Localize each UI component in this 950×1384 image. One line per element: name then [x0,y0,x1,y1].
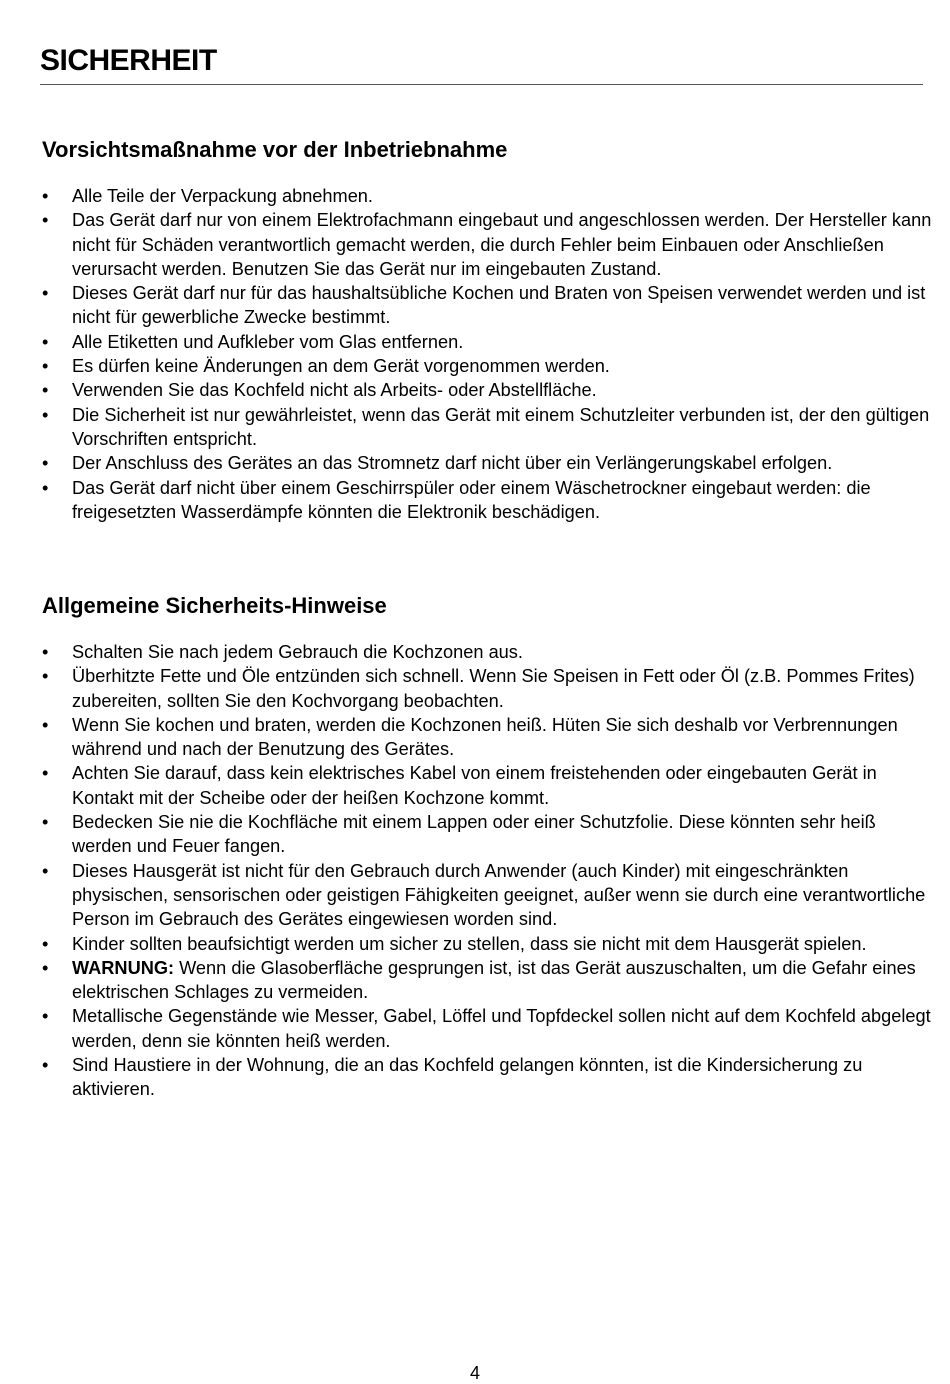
bullet-list [42,640,932,1102]
section-precautions [42,137,932,524]
warning-text: Wenn die Glasoberfläche gesprungen ist, ist das Gerät auszuschalten, um die Gefahr eines elektrischen Schlages zu vermeiden. [72,957,916,1003]
section-heading: Vorsichtsmaßnahme vor der Inbetriebnahme [42,137,508,162]
title-divider [40,84,923,85]
section-heading: Allgemeine Sicherheits-Hinweise [42,593,387,618]
list-item: • Das Gerät darf nicht über einem Geschirrspüler oder einem Wäschetrockner eingebaut werden: die freigesetzten Wasserdämpfe könnten die Elektronik beschädigen. [42,476,932,525]
bullet-list [42,184,932,524]
list-item: • Sind Haustiere in der Wohnung, die an das Kochfeld gelangen könnten, ist die Kindersicherung zu aktivieren. [42,1053,932,1102]
list-item: • Dieses Hausgerät ist nicht für den Gebrauch durch Anwender (auch Kinder) mit eingeschränkten physischen, sensorischen oder geistigen Fähigkeiten geeignet, außer wenn sie durch eine verantwortliche Person im Gebrauch des Gerätes eingewiesen worden sind. [42,859,932,932]
list-item: • Metallische Gegenstände wie Messer, Gabel, Löffel und Topfdeckel sollen nicht auf dem Kochfeld abgelegt werden, denn sie könnten heiß werden. [42,1004,932,1053]
list-item: • Schalten Sie nach jedem Gebrauch die Kochzonen aus. [42,640,932,664]
list-item: • Alle Etiketten und Aufkleber vom Glas entfernen. [42,330,932,354]
list-item: • Achten Sie darauf, dass kein elektrisches Kabel von einem freistehenden oder eingebauten Gerät in Kontakt mit der Scheibe oder der heißen Kochzone kommt. [42,761,932,810]
list-item-warning [42,956,932,1005]
list-item: • Dieses Gerät darf nur für das haushaltsübliche Kochen und Braten von Speisen verwendet werden und ist nicht für gewerbliche Zwecke bestimmt. [42,281,932,330]
list-item: • Kinder sollten beaufsichtigt werden um sicher zu stellen, dass sie nicht mit dem Hausgerät spielen. [42,932,932,956]
list-item: • Wenn Sie kochen und braten, werden die Kochzonen heiß. Hüten Sie sich deshalb vor Verbrennungen während und nach der Benutzung des Gerätes. [42,713,932,762]
page-title: SICHERHEIT [40,44,217,77]
list-item: • Der Anschluss des Gerätes an das Stromnetz darf nicht über ein Verlängerungskabel erfolgen. [42,451,932,475]
list-item: • Es dürfen keine Änderungen an dem Gerät vorgenommen werden. [42,354,932,378]
list-item: • Überhitzte Fette und Öle entzünden sich schnell. Wenn Sie Speisen in Fett oder Öl (z.B. Pommes Frites) zubereiten, sollten Sie den Kochvorgang beobachten. [42,664,932,713]
warning-label: WARNUNG: [72,957,175,978]
list-item: • Die Sicherheit ist nur gewährleistet, wenn das Gerät mit einem Schutzleiter verbunden ist, der den gültigen Vorschriften entspricht. [42,403,932,452]
section-general-safety [42,593,932,1102]
list-item: • Bedecken Sie nie die Kochfläche mit einem Lappen oder einer Schutzfolie. Diese könnten sehr heiß werden und Feuer fangen. [42,810,932,859]
page-number: 4 [469,1363,480,1383]
list-item: • Alle Teile der Verpackung abnehmen. [42,184,932,208]
list-item: • Das Gerät darf nur von einem Elektrofachmann eingebaut und angeschlossen werden. Der Hersteller kann nicht für Schäden verantwortlich gemacht werden, die durch Fehler beim Einbauen oder Anschließen verursacht werden. Benutzen Sie das Gerät nur im eingebauten Zustand. [42,208,932,281]
list-item: • Verwenden Sie das Kochfeld nicht als Arbeits- oder Abstellfläche. [42,378,932,402]
